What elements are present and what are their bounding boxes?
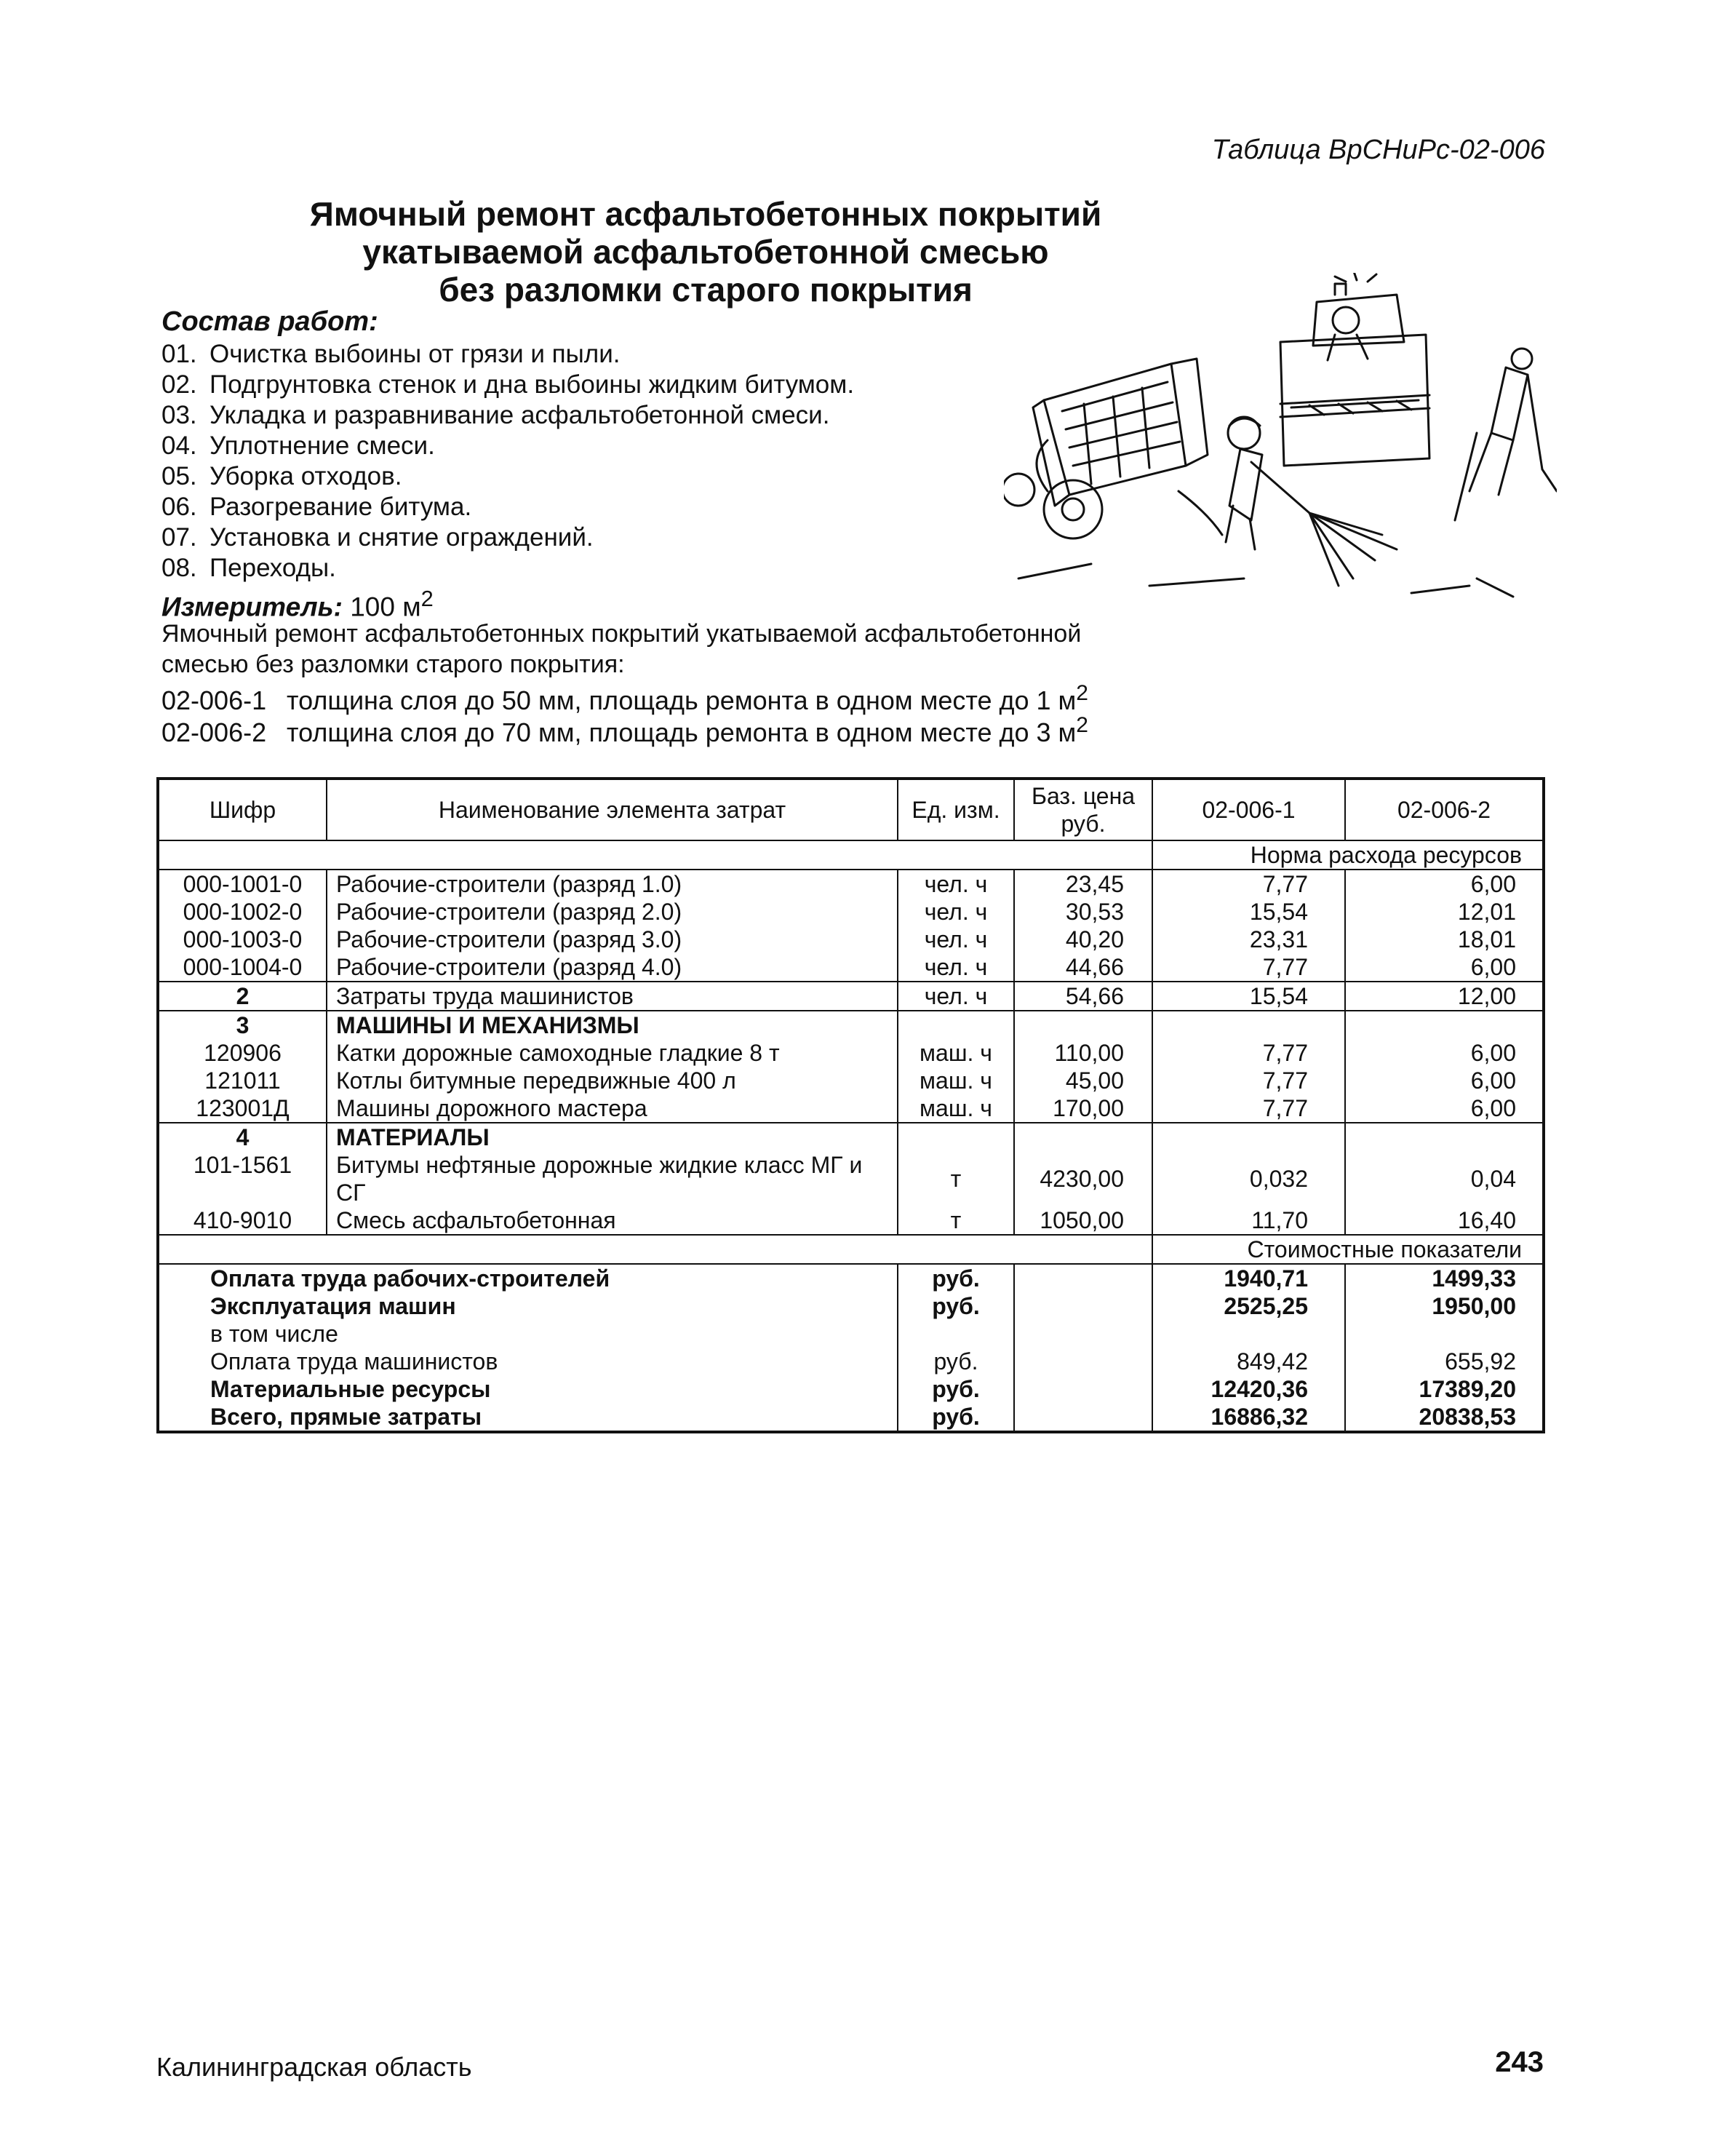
table-row [158,982,1544,1011]
cell-unit [898,1123,1014,1151]
table-group-row [158,1011,1544,1039]
table-row [158,926,1544,953]
cost-v2: 17389,20 [1419,1376,1516,1402]
cost-label: в том числе [158,1320,898,1348]
table-row [158,1039,1544,1067]
variant-code: 02-006-2 [161,717,267,747]
cost-v1: 849,42 [1152,1348,1345,1375]
variant-text: толщина слоя до 50 мм, площадь ремонта в одном месте до 1 м [287,685,1077,715]
table-row [158,953,1544,982]
col-header-code: Шифр [158,779,327,840]
title-line: без разломки старого покрытия [439,271,973,309]
cost-v1: 12420,36 [1152,1375,1345,1403]
cell-v1: 7,77 [1152,1094,1345,1123]
band-spacer [158,1235,1152,1264]
cost-label: Материальные ресурсы [158,1375,898,1403]
cell-name: Катки дорожные самоходные гладкие 8 т [327,1039,898,1067]
cell-v2: 6,00 [1470,1067,1516,1094]
work-text: Уплотнение смеси. [210,431,435,460]
work-item [161,431,854,461]
road-repair-illustration [1004,273,1557,611]
work-num: 03. [161,401,197,429]
cost-row [158,1264,1544,1292]
cell-v1: 7,77 [1152,953,1345,982]
measure-sup: 2 [420,586,434,611]
cell-price: 30,53 [1014,898,1152,926]
cost-v2: 20838,53 [1419,1404,1516,1430]
cell-v1: 0,032 [1152,1151,1345,1206]
cost-price [1014,1320,1152,1348]
cell-unit: чел. ч [898,926,1014,953]
cell-code: 000-1003-0 [158,926,327,953]
cost-v1 [1152,1320,1345,1348]
table-group-row [158,1123,1544,1151]
work-text: Разогревание битума. [210,493,472,521]
col-header-v1: 02-006-1 [1152,779,1345,840]
cell-unit: маш. ч [898,1094,1014,1123]
cell-price [1014,1123,1152,1151]
cell-name: МАШИНЫ И МЕХАНИЗМЫ [327,1011,898,1039]
cell-unit: т [898,1151,1014,1206]
cost-row [158,1348,1544,1375]
measure-line [161,586,434,622]
cell-name: Рабочие-строители (разряд 1.0) [327,870,898,898]
cost-unit: руб. [898,1292,1014,1320]
cell-v2: 18,01 [1457,926,1516,952]
cost-unit: руб. [898,1375,1014,1403]
cost-label: Эксплуатация машин [158,1292,898,1320]
col-header-price: Баз. цена руб. [1014,779,1152,840]
cell-v2: 12,01 [1457,899,1516,925]
cost-row [158,1375,1544,1403]
cost-unit: руб. [898,1348,1014,1375]
title-line: укатываемой асфальтобетонной смесью [362,233,1049,271]
cell-price [1014,1011,1152,1039]
table-row [158,1067,1544,1094]
cell-unit: чел. ч [898,898,1014,926]
cell-v1: 15,54 [1152,982,1345,1011]
road-roller-drawing [1280,273,1429,466]
cell-v2: 6,00 [1470,871,1516,897]
work-item [161,400,854,431]
cell-code: 121011 [158,1067,327,1094]
cost-row [158,1292,1544,1320]
cell-v1: 7,77 [1152,870,1345,898]
cell-price: 40,20 [1014,926,1152,953]
variant-sup: 2 [1076,713,1088,737]
cost-price [1014,1375,1152,1403]
cell-v1: 11,70 [1152,1206,1345,1235]
cost-price [1014,1292,1152,1320]
norm-band-row [158,840,1544,870]
table-row [158,1094,1544,1123]
table-id: Таблица ВрСНиРс-02-006 [1211,135,1545,165]
cell-name: Рабочие-строители (разряд 3.0) [327,926,898,953]
cell-v2: 6,00 [1470,1040,1516,1066]
work-text: Очистка выбоины от грязи и пыли. [210,340,621,368]
cell-price: 170,00 [1014,1094,1152,1123]
cell-code: 3 [158,1011,327,1039]
cell-unit [898,1011,1014,1039]
variant-line [161,681,1088,716]
work-num: 02. [161,370,197,399]
cell-price: 23,45 [1014,870,1152,898]
cell-code: 2 [158,982,327,1011]
cell-v2: 12,00 [1345,982,1544,1011]
title-line: Ямочный ремонт асфальтобетонных покрытий [309,195,1102,233]
cell-price: 110,00 [1014,1039,1152,1067]
cost-price [1014,1264,1152,1292]
cell-name: Машины дорожного мастера [327,1094,898,1123]
cell-code: 000-1004-0 [158,953,327,982]
cost-v1: 1940,71 [1152,1264,1345,1292]
cell-unit: чел. ч [898,953,1014,982]
cost-price [1014,1403,1152,1432]
cell-unit: маш. ч [898,1039,1014,1067]
cost-unit: руб. [898,1264,1014,1292]
work-num: 06. [161,493,197,521]
norm-band-label: Норма расхода ресурсов [1152,840,1544,870]
work-num: 05. [161,462,197,490]
cell-v2 [1345,1011,1544,1039]
ground-lines [1018,564,1513,597]
work-text: Установка и снятие ограждений. [210,523,594,552]
cell-price: 4230,00 [1014,1151,1152,1206]
col-header-v2: 02-006-2 [1345,779,1544,840]
cell-unit: чел. ч [898,870,1014,898]
cell-code: 410-9010 [158,1206,327,1235]
cell-name: Затраты труда машинистов [327,982,898,1011]
work-text: Укладка и разравнивание асфальтобетонной смеси. [210,401,830,429]
works-heading: Состав работ: [161,306,378,337]
work-item [161,553,854,584]
variant-code: 02-006-1 [161,685,267,715]
work-num: 01. [161,340,197,368]
variant-sup: 2 [1076,681,1088,705]
cell-name: Смесь асфальтобетонная [327,1206,898,1235]
cell-v1 [1152,1011,1345,1039]
col-header-name: Наименование элемента затрат [327,779,898,840]
works-list [161,339,854,584]
bitumen-cart-drawing [1004,359,1222,538]
cell-v2 [1345,1123,1544,1151]
resource-table-wrap [156,777,1542,1433]
work-text: Переходы. [210,554,336,582]
work-item [161,461,854,492]
cell-code: 4 [158,1123,327,1151]
cell-v2: 0,04 [1470,1166,1516,1192]
cell-price: 54,66 [1014,982,1152,1011]
cell-unit: маш. ч [898,1067,1014,1094]
cell-name: МАТЕРИАЛЫ [327,1123,898,1151]
cell-price: 44,66 [1014,953,1152,982]
cost-label: Оплата труда машинистов [158,1348,898,1375]
work-item [161,339,854,370]
cost-v2: 655,92 [1445,1348,1516,1375]
table-row [158,870,1544,898]
cell-v1: 15,54 [1152,898,1345,926]
cost-band-row [158,1235,1544,1264]
cell-name: Рабочие-строители (разряд 4.0) [327,953,898,982]
cost-v2 [1345,1320,1544,1348]
table-row [158,1151,1544,1206]
col-header-unit: Ед. изм. [898,779,1014,840]
cost-unit [898,1320,1014,1348]
cell-v2: 16,40 [1457,1207,1516,1233]
work-num: 07. [161,523,197,552]
measure-label: Измеритель: [161,592,343,622]
table-row [158,898,1544,926]
resource-table [156,777,1545,1433]
work-text: Подгрунтовка стенок и дна выбоины жидким битумом. [210,370,855,399]
cost-v1: 16886,32 [1152,1403,1345,1432]
footer-region: Калининградская область [156,2052,472,2082]
worker-with-broom-drawing [1226,417,1397,586]
cell-code: 101-1561 [158,1151,327,1206]
cost-price [1014,1348,1152,1375]
cell-code: 123001Д [158,1094,327,1123]
cell-price: 1050,00 [1014,1206,1152,1235]
cell-name: Котлы битумные передвижные 400 л [327,1067,898,1094]
work-text: Уборка отходов. [210,462,402,490]
cell-name: Битумы нефтяные дорожные жидкие класс МГ и СГ [327,1151,898,1206]
work-item [161,492,854,522]
measure-value: 100 м [350,592,421,622]
work-num: 08. [161,554,197,582]
work-num: 04. [161,431,197,460]
work-item [161,522,854,553]
description: Ямочный ремонт асфальтобетонных покрытий укатываемой асфальтобетонной смесью без разломки старого покрытия: [161,620,1082,678]
cost-label: Оплата труда рабочих-строителей [158,1264,898,1292]
table-row [158,1206,1544,1235]
cell-price: 45,00 [1014,1067,1152,1094]
cost-label: Всего, прямые затраты [158,1403,898,1432]
worker-with-rammer-drawing [1455,349,1557,520]
cell-v1 [1152,1123,1345,1151]
cost-v2: 1499,33 [1432,1265,1516,1292]
variant-line [161,713,1088,748]
cost-v1: 2525,25 [1152,1292,1345,1320]
cell-v1: 7,77 [1152,1067,1345,1094]
cell-name: Рабочие-строители (разряд 2.0) [327,898,898,926]
cell-v1: 23,31 [1152,926,1345,953]
cell-v1: 7,77 [1152,1039,1345,1067]
cell-unit: т [898,1206,1014,1235]
cell-code: 000-1002-0 [158,898,327,926]
table-header-row [158,779,1544,840]
cell-code: 120906 [158,1039,327,1067]
cell-v2: 6,00 [1470,1095,1516,1121]
cell-v2: 6,00 [1470,954,1516,980]
cost-row [158,1403,1544,1432]
band-spacer [158,840,1152,870]
work-item [161,370,854,400]
cost-row [158,1320,1544,1348]
cost-band-label: Стоимостные показатели [1152,1235,1544,1264]
cost-unit: руб. [898,1403,1014,1432]
cost-v2: 1950,00 [1432,1293,1516,1319]
cell-code: 000-1001-0 [158,870,327,898]
page-number: 243 [1495,2046,1544,2078]
variant-text: толщина слоя до 70 мм, площадь ремонта в одном месте до 3 м [287,717,1077,747]
cell-unit: чел. ч [898,982,1014,1011]
